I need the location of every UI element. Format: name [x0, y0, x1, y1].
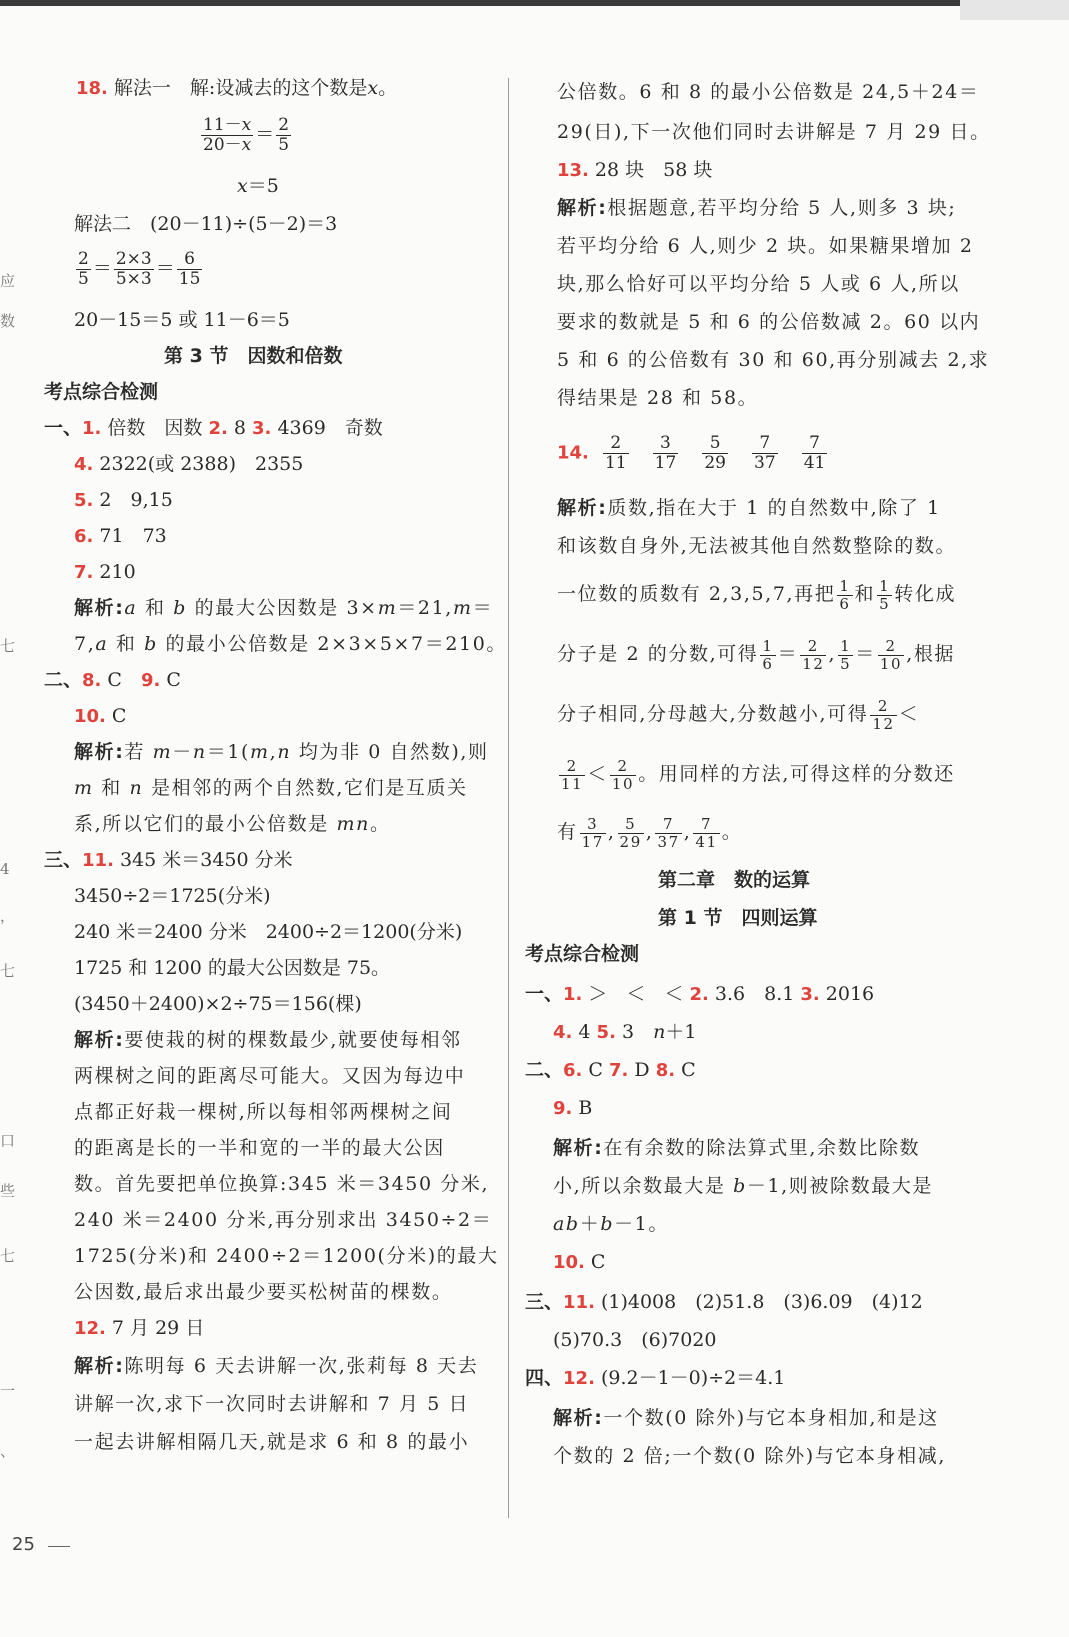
text: ＋: [579, 1213, 601, 1235]
var: n: [277, 741, 292, 763]
q12-line: [74, 1316, 204, 1341]
frac-num: 2: [78, 249, 89, 269]
subsection-title: 考点综合检测: [44, 381, 159, 403]
frac-num: 7: [700, 814, 713, 833]
q11-line-3: 240 米＝2400 分米 2400÷2＝1200(分米): [74, 921, 463, 943]
a10-line-3: [74, 812, 391, 836]
q-number: 3.: [252, 418, 272, 439]
part-label: 二、: [44, 669, 83, 691]
q-number: 11.: [563, 1292, 595, 1313]
text: 是相邻的两个自然数,它们是互质关: [143, 777, 468, 799]
q-answer: C: [105, 705, 127, 727]
edge-char: 一: [0, 1382, 16, 1400]
fraction: [114, 250, 154, 289]
fraction: [693, 816, 719, 851]
equals: ＝: [855, 643, 876, 665]
frac-den: 5: [78, 269, 89, 289]
var: n: [129, 777, 144, 799]
frac-den: 5: [879, 594, 891, 613]
frac-num: 2: [877, 696, 890, 715]
var: m: [152, 741, 173, 763]
frac-num: 1: [879, 576, 891, 595]
q18-equation-2: [237, 174, 279, 198]
var: ab: [553, 1213, 580, 1235]
frac-num: 2: [617, 756, 629, 775]
text: 一个数(0 除外)与它本身相加,和是这: [603, 1407, 939, 1429]
frac-den: 6: [839, 594, 851, 613]
a14-line-3: [557, 572, 956, 616]
text: 。用同样的方法,可得这样的分数还: [638, 763, 955, 785]
text: ＝1(: [206, 741, 251, 763]
q-number: 5.: [596, 1022, 616, 1043]
fraction: [618, 816, 644, 851]
a11-line-4: 的距离是长的一半和宽的一半的最大公因: [74, 1137, 445, 1159]
a12-line-2: 讲解一次,求下一次同时去讲解和 7 月 5 日: [74, 1393, 470, 1415]
text: －1,则被除数最大是: [746, 1175, 933, 1197]
scan-top-border: [0, 0, 960, 6]
r-q9-line: [553, 1096, 592, 1121]
r-q6-8-line: [525, 1058, 696, 1083]
frac-den: 29: [704, 453, 726, 473]
fraction: [877, 578, 892, 613]
q1-3-line: [44, 416, 383, 441]
chapter-title: 第二章 数的运算: [658, 869, 811, 891]
var-x: x: [241, 115, 252, 135]
q-answer: (1)4008 (2)51.8 (3)6.09 (4)12: [594, 1291, 923, 1313]
frac-den: 6: [762, 654, 774, 673]
part-label: 一、: [525, 983, 564, 1005]
edge-char: ，: [0, 907, 16, 925]
q-answer: C: [584, 1251, 606, 1273]
q-answer: C: [582, 1059, 610, 1081]
section-title: 第 1 节 四则运算: [658, 907, 818, 929]
text: 和: [137, 597, 174, 619]
frac-num: 2: [278, 115, 290, 135]
q-number: 7.: [74, 562, 94, 583]
a13-line-3: 块,那么恰好可以平均分给 5 人或 6 人,所以: [557, 273, 960, 295]
fraction: [702, 434, 728, 473]
fraction: [610, 758, 636, 793]
frac-num: 7: [809, 433, 820, 453]
analysis-label: 解析:: [74, 1029, 125, 1051]
q-number: 3.: [800, 984, 820, 1005]
comma: ,: [683, 821, 692, 843]
q-answer: 倍数 因数: [101, 417, 209, 439]
text: 分子是 2 的分数,可得: [557, 643, 759, 665]
fraction: [177, 250, 203, 289]
q-number: 10.: [74, 706, 106, 727]
text: ,根据: [906, 643, 956, 665]
var: a: [95, 633, 109, 655]
text: ,: [269, 741, 278, 763]
fraction: [870, 698, 896, 733]
a9-line-2: [553, 1174, 933, 1198]
a10-line-2: [74, 776, 468, 800]
frac-num: 1: [839, 576, 851, 595]
fraction: [838, 638, 853, 673]
r-q1-3-line: [525, 982, 874, 1007]
r-q11-line: [525, 1290, 923, 1315]
frac-num: 2: [885, 636, 897, 655]
r-q10-line: [553, 1250, 605, 1275]
analysis-label: 解析:: [553, 1407, 604, 1429]
text: 小,所以余数最大是: [553, 1175, 734, 1197]
edge-char: 数: [0, 312, 16, 330]
text: 转化成: [894, 583, 957, 605]
q-answer: 2322(或 2388) 2355: [93, 453, 304, 475]
less-than: ＜: [898, 703, 920, 725]
comma: ,: [828, 643, 837, 665]
text: 质数,指在大于 1 的自然数中,除了 1: [607, 497, 941, 519]
subsection-title: 考点综合检测: [525, 943, 640, 965]
frac-den: 10: [611, 774, 635, 793]
q-number: 9.: [553, 1098, 573, 1119]
text: 在有余数的除法算式里,余数比除数: [603, 1137, 921, 1159]
a14-line-2: 和该数自身外,无法被其他自然数整除的数。: [557, 535, 957, 557]
text: 分子相同,分母越大,分数越小,可得: [557, 703, 869, 725]
var: mn: [336, 813, 370, 835]
a11-line-8: 公因数,最后求出最少要买松树苗的棵数。: [74, 1281, 453, 1303]
q-answer: 210: [93, 561, 136, 583]
frac-num: 5: [625, 814, 637, 833]
q-answer: 2 9,15: [93, 489, 173, 511]
q-number: 12.: [74, 1318, 106, 1339]
r-q12-line: [525, 1366, 785, 1391]
q-number: 2.: [208, 418, 228, 439]
fraction: [800, 638, 826, 673]
var: m: [250, 741, 270, 763]
frac-num: 2: [807, 636, 819, 655]
frac-num: 3: [660, 433, 671, 453]
frac-num: 1: [762, 636, 774, 655]
q-answer: 4: [572, 1021, 597, 1043]
q8-9-line: [44, 668, 181, 693]
punct: 。: [378, 77, 398, 99]
q-answer: ＞ ＜ ＜: [582, 983, 690, 1005]
part-label: 一、: [44, 417, 83, 439]
part-label: 三、: [44, 849, 83, 871]
comma: ,: [645, 821, 654, 843]
equals: ＝: [155, 257, 175, 280]
fraction: [752, 434, 778, 473]
q-number: 1.: [563, 984, 583, 1005]
fraction: [201, 116, 253, 155]
frac-num: 5: [709, 433, 721, 453]
analysis-label: 解析:: [553, 1137, 604, 1159]
frac-num: 7: [759, 433, 771, 453]
page-number: 25: [12, 1534, 35, 1555]
fraction: [655, 816, 681, 851]
part-label: 四、: [525, 1367, 564, 1389]
q11-line: [44, 848, 293, 873]
frac-num: 2×3: [115, 249, 152, 269]
fraction: [559, 758, 585, 793]
text: 要使栽的树的棵数最少,就要使每相邻: [124, 1029, 462, 1051]
r-a12-line-2: 个数的 2 倍;一个数(0 除外)与它本身相减,: [553, 1445, 946, 1467]
page-number-dash: [48, 1546, 70, 1547]
less-than: ＜: [587, 763, 608, 785]
q-answer: 3.6 8.1: [708, 983, 801, 1005]
q-answer: 3: [615, 1021, 654, 1043]
q18-method-2: 解法二 (20－11)÷(5－2)＝3: [74, 213, 338, 235]
q-number: 14.: [557, 442, 589, 464]
analysis-label: 解析:: [74, 1355, 125, 1377]
q-number: 2.: [689, 984, 709, 1005]
text: ＝21,: [397, 597, 453, 619]
edge-char: 些: [0, 1182, 16, 1200]
frac-num: 2: [566, 756, 578, 775]
r-line-2: 29(日),下一次他们同时去讲解是 7 月 29 日。: [557, 121, 991, 143]
fraction: [878, 638, 904, 673]
q11-line-4: 1725 和 1200 的最大公因数是 75。: [74, 957, 391, 979]
a12-line-1: [74, 1354, 478, 1378]
q4-line: [74, 452, 303, 477]
var: b: [600, 1213, 615, 1235]
q-answer: 8: [227, 417, 253, 439]
a14-line-6: [557, 752, 955, 796]
var: m: [452, 597, 473, 619]
q7-line: [74, 560, 136, 585]
q-answer: 2016: [819, 983, 875, 1005]
frac-den: 5: [278, 135, 290, 155]
frac-den: 37: [657, 832, 680, 851]
analysis-label: 解析:: [557, 197, 608, 219]
fraction: [837, 578, 852, 613]
a14-line-5: [557, 692, 919, 736]
equals: ＝: [777, 643, 799, 665]
a7-line-1: [74, 596, 493, 620]
column-divider: [508, 78, 509, 1518]
a12-line-3: 一起去讲解相隔几天,就是求 6 和 8 的最小: [74, 1431, 470, 1453]
text: 有: [557, 821, 578, 843]
a14-line-7: [557, 810, 742, 854]
frac-den: 11: [561, 774, 584, 793]
a11-line-7: 1725(分米)和 2400÷2＝1200(分米)的最大: [74, 1245, 499, 1267]
q-number: 11.: [82, 850, 114, 871]
var-x: x: [237, 175, 248, 197]
a13-line-6: 得结果是 28 和 58。: [557, 387, 759, 409]
q11-line-5: (3450＋2400)×2÷75＝156(棵): [74, 993, 362, 1015]
frac-den: 12: [802, 654, 825, 673]
part-label: 三、: [525, 1291, 564, 1313]
frac-den: 17: [581, 832, 604, 851]
text: 。: [369, 813, 391, 835]
edge-char: 4: [0, 860, 10, 878]
edge-char: 七: [0, 637, 16, 655]
punct: 。: [721, 821, 743, 843]
a14-line-1: [557, 496, 941, 520]
section-title: 第 3 节 因数和倍数: [164, 345, 343, 367]
fraction: [760, 638, 775, 673]
q-number: 5.: [74, 490, 94, 511]
eq-rest: ＝5: [247, 175, 279, 197]
frac-num: 7: [663, 814, 675, 833]
var: m: [74, 777, 94, 799]
text: －1。: [614, 1213, 669, 1235]
a11-line-6: 240 米＝2400 分米,再分别求出 3450÷2＝: [74, 1209, 493, 1231]
frac-den: 11: [604, 453, 627, 473]
fraction: [802, 434, 828, 473]
q5-line: [74, 488, 173, 513]
text: －: [172, 741, 193, 763]
comma: ,: [607, 821, 616, 843]
edge-char: 、: [0, 1442, 16, 1460]
q-answer: 28 块 58 块: [588, 159, 713, 181]
q-answer: 71 73: [93, 525, 167, 547]
frac-den: 5×3: [115, 269, 152, 289]
text: 的最大公因数是 3×: [187, 597, 378, 619]
a13-line-2: 若平均分给 6 人,则少 2 块。如果糖果增加 2: [557, 235, 974, 257]
var: n: [192, 741, 207, 763]
a13-line-5: 5 和 6 的公倍数有 30 和 60,再分别减去 2,求: [557, 349, 990, 371]
var: a: [124, 597, 138, 619]
q-answer: ＋1: [665, 1021, 697, 1043]
var: b: [733, 1175, 747, 1197]
left-margin-fragments: [0, 70, 14, 1520]
fraction: [580, 816, 606, 851]
q18-equation-4: 20－15＝5 或 11－6＝5: [74, 309, 290, 331]
q11-line-2: 3450÷2＝1725(分米): [74, 885, 271, 907]
edge-char: 七: [0, 962, 16, 980]
var: n: [653, 1021, 666, 1043]
q-number: 9.: [140, 670, 161, 691]
q-number: 13.: [557, 160, 589, 181]
frac-num: 6: [184, 249, 195, 269]
analysis-label: 解析:: [74, 597, 125, 619]
frac-den: 15: [178, 269, 201, 289]
q-answer: D: [628, 1059, 656, 1081]
q14-line: [557, 434, 829, 473]
frac-den: 20－: [203, 135, 242, 155]
text: 若: [124, 741, 153, 763]
frac-den: 5: [840, 654, 852, 673]
q-answer: 345 米＝3450 分米: [113, 849, 293, 871]
analysis-label: 解析:: [74, 741, 125, 763]
frac-den: 10: [879, 654, 903, 673]
q18-text: 解法一 解:设减去的这个数是: [107, 77, 368, 99]
q18-equation-3: [74, 250, 204, 289]
a11-line-5: 数。首先要把单位换算:345 米＝3450 分米,: [74, 1173, 490, 1195]
q-answer: C: [160, 669, 181, 691]
text: 根据题意,若平均分给 5 人,则多 3 块;: [607, 197, 957, 219]
var: b: [144, 633, 158, 655]
q18-equation-1: [199, 116, 293, 155]
fraction: [603, 434, 629, 473]
edge-char: 七: [0, 1247, 16, 1265]
frac-den: 12: [872, 714, 895, 733]
q-answer: 4369 奇数: [271, 417, 383, 439]
equals: ＝: [92, 257, 112, 280]
a11-line-2: 两棵树之间的距离尽可能大。又因为每边中: [74, 1065, 466, 1087]
text: 系,所以它们的最小公倍数是: [74, 813, 337, 835]
var: m: [377, 597, 398, 619]
a14-line-4: [557, 632, 955, 676]
text: 的最小公倍数是 2×3×5×7＝210。: [157, 633, 507, 655]
q-number: 10.: [553, 1252, 585, 1273]
a11-line-1: [74, 1028, 462, 1052]
a11-line-3: 点都正好栽一棵树,所以每相邻两棵树之间: [74, 1101, 453, 1123]
q-answer: C: [675, 1059, 696, 1081]
q-number: 7.: [609, 1060, 629, 1081]
text: 和: [93, 777, 130, 799]
a13-line-4: 要求的数就是 5 和 6 的公倍数减 2。60 以内: [557, 311, 981, 333]
q-answer: (9.2－1－0)÷2＝4.1: [594, 1367, 786, 1389]
fraction: [653, 434, 679, 473]
q-number: 6.: [74, 526, 94, 547]
edge-char: 应: [0, 272, 16, 290]
r-q4-5-line: [553, 1020, 696, 1045]
text: 一位数的质数有 2,3,5,7,再把: [557, 583, 836, 605]
q-answer: B: [572, 1097, 593, 1119]
frac-den: 29: [619, 832, 642, 851]
frac-num: 3: [587, 814, 599, 833]
frac-num: 2: [610, 433, 622, 453]
q18-line: [76, 76, 397, 101]
scan-top-corner: [960, 0, 1069, 20]
part-label: 二、: [525, 1059, 564, 1081]
text: 和: [108, 633, 145, 655]
q-number: 4.: [553, 1022, 573, 1043]
a9-line-1: [553, 1136, 920, 1160]
fraction: [76, 250, 91, 289]
text: ＝: [472, 597, 494, 619]
frac-den: 41: [695, 832, 718, 851]
equals: ＝: [255, 123, 275, 146]
r-a12-line-1: [553, 1406, 939, 1430]
q6-line: [74, 524, 167, 549]
q-answer: 7 月 29 日: [105, 1317, 205, 1339]
q-number: 4.: [74, 454, 94, 475]
text: 7,: [74, 633, 96, 655]
edge-char: 口: [0, 1132, 16, 1150]
a9-line-3: [553, 1212, 669, 1236]
q18-number: 18.: [76, 78, 108, 99]
text: 陈明每 6 天去讲解一次,张莉每 8 天去: [124, 1355, 479, 1377]
q-number: 12.: [563, 1368, 595, 1389]
a7-line-2: [74, 632, 507, 656]
frac-num: 11－: [203, 115, 242, 135]
a13-line-1: [557, 196, 956, 220]
q13-line: [557, 158, 712, 183]
analysis-label: 解析:: [557, 497, 608, 519]
var: b: [173, 597, 187, 619]
r-line-1: 公倍数。6 和 8 的最小公倍数是 24,5＋24＝: [557, 81, 980, 103]
frac-den: 17: [654, 453, 677, 473]
q10-line: [74, 704, 126, 729]
q-number: 8.: [82, 670, 102, 691]
q-answer: C: [101, 669, 141, 691]
var-x: x: [367, 77, 379, 99]
var-x: x: [241, 135, 252, 155]
q-number: 1.: [82, 418, 102, 439]
fraction: [276, 116, 291, 155]
frac-num: 1: [840, 636, 852, 655]
q-number: 6.: [563, 1060, 583, 1081]
q-number: 8.: [655, 1060, 676, 1081]
frac-den: 41: [803, 453, 826, 473]
frac-den: 37: [754, 453, 776, 473]
text: 和: [854, 583, 876, 605]
text: 均为非 0 自然数),则: [291, 741, 489, 763]
a10-line-1: [74, 740, 489, 764]
r-q11-line-2: (5)70.3 (6)7020: [553, 1329, 717, 1351]
